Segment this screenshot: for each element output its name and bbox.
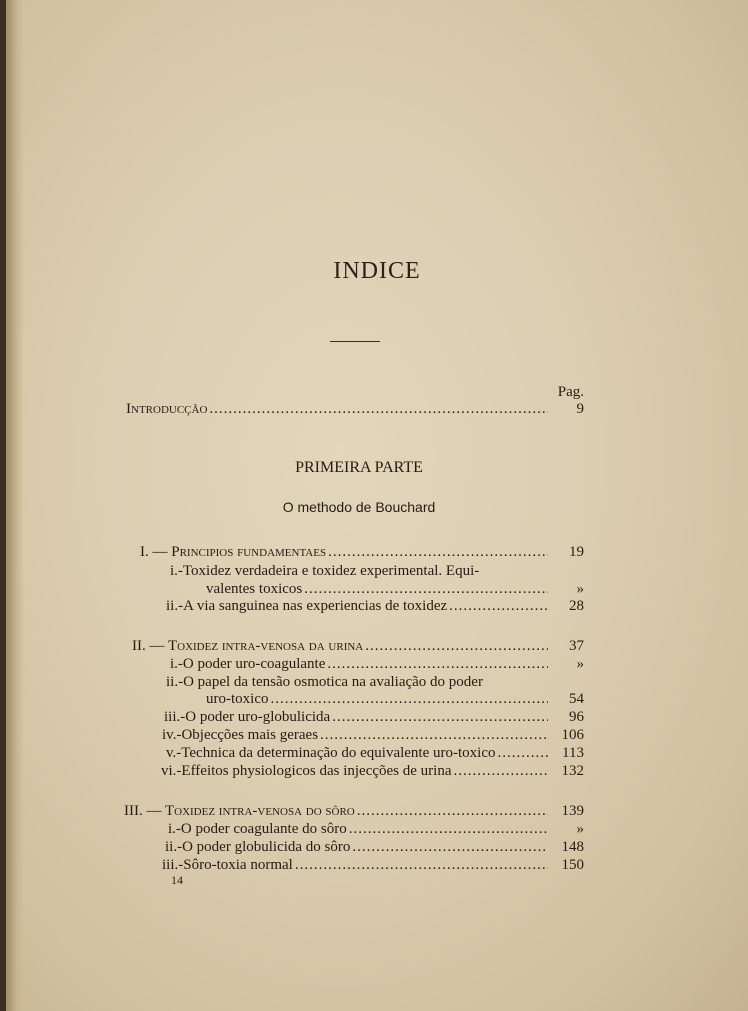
toc-item-3-2 xyxy=(165,838,584,856)
toc-entry-page: 139 xyxy=(561,803,584,819)
toc-entry-label: v.-Technica da determinação do equivalente uro-toxico xyxy=(166,745,496,761)
toc-item-1-1-line1: i.-Toxidez verdadeira e toxidez experimental. Equi- xyxy=(170,563,480,579)
toc-entry-label: III. — Toxidez intra-venosa do sôro xyxy=(124,803,355,819)
toc-entry-page: » xyxy=(576,821,584,837)
toc-entry-label: iii.-Sôro-toxia normal xyxy=(162,857,293,873)
toc-item-2-2 xyxy=(206,690,584,708)
toc-entry-label: ii.-A via sanguinea nas experiencias de toxidez xyxy=(166,598,448,614)
toc-item-1-1 xyxy=(206,580,584,598)
toc-entry-page: 9 xyxy=(576,401,584,417)
dot-leader xyxy=(332,708,548,726)
toc-entry-label: i.-O poder coagulante do sôro xyxy=(168,821,347,837)
toc-item-2-1 xyxy=(170,655,584,673)
toc-entry-label: valentes toxicos xyxy=(206,581,303,597)
dot-leader xyxy=(365,637,548,655)
page-title: INDICE xyxy=(333,258,421,284)
toc-chapter-3 xyxy=(124,802,584,820)
toc-chapter-2 xyxy=(132,637,584,655)
toc-item-2-3 xyxy=(164,708,584,726)
dot-leader xyxy=(327,655,548,673)
toc-entry-label: ii.-O poder globulicida do sôro xyxy=(165,839,351,855)
toc-entry-page: 106 xyxy=(561,727,584,743)
toc-entry-label: I. — Principios fundamentaes xyxy=(140,544,327,560)
toc-entry-page: 148 xyxy=(561,839,584,855)
toc-item-2-5 xyxy=(166,744,584,762)
toc-chapter-1 xyxy=(140,543,584,561)
dot-leader xyxy=(295,856,548,874)
pag-column-header: Pag. xyxy=(557,384,584,400)
part-subtitle: O methodo de Bouchard xyxy=(282,499,436,515)
toc-entry-label: iv.-Objecções mais geraes xyxy=(162,727,319,743)
book-page xyxy=(6,0,748,1011)
toc-entry-label: II. — Toxidez intra-venosa da urina xyxy=(132,638,364,654)
toc-entry-page: 54 xyxy=(569,691,584,707)
toc-entry-page: 28 xyxy=(569,598,584,614)
toc-item-1-2 xyxy=(166,597,584,615)
dot-leader xyxy=(454,762,549,780)
dot-leader xyxy=(349,820,548,838)
title-rule xyxy=(330,341,380,342)
dot-leader xyxy=(498,744,549,762)
toc-item-2-2-line1: ii.-O papel da tensão osmotica na avaliação do poder xyxy=(166,674,483,690)
toc-entry-page: 132 xyxy=(561,763,584,779)
toc-entry-label: vi.-Effeitos physiologicos das injecções de urina xyxy=(161,763,452,779)
part-title: PRIMEIRA PARTE xyxy=(295,459,423,476)
dot-leader xyxy=(270,690,548,708)
toc-entry-page: 150 xyxy=(561,857,584,873)
signature-mark: 14 xyxy=(171,873,183,887)
dot-leader xyxy=(357,802,548,820)
dot-leader xyxy=(352,838,548,856)
toc-item-3-3 xyxy=(162,856,584,874)
dot-leader xyxy=(320,726,548,744)
toc-entry-page: 19 xyxy=(569,544,584,560)
toc-entry-label: uro-toxico xyxy=(206,691,269,707)
dot-leader xyxy=(328,543,548,561)
toc-entry-page: » xyxy=(576,581,584,597)
toc-entry-page: 96 xyxy=(569,709,584,725)
dot-leader xyxy=(304,580,548,598)
toc-item-2-4 xyxy=(162,726,584,744)
toc-entry-page: » xyxy=(576,656,584,672)
toc-entry-label: i.-O poder uro-coagulante xyxy=(170,656,326,672)
toc-entry-introduction xyxy=(126,400,584,418)
dot-leader xyxy=(449,597,548,615)
toc-entry-label: iii.-O poder uro-globulicida xyxy=(164,709,331,725)
toc-entry-label: Introducção xyxy=(126,401,208,417)
toc-entry-page: 113 xyxy=(562,745,584,761)
toc-item-3-1 xyxy=(168,820,584,838)
toc-item-2-6 xyxy=(161,762,584,780)
dot-leader xyxy=(209,400,548,418)
toc-entry-page: 37 xyxy=(569,638,584,654)
